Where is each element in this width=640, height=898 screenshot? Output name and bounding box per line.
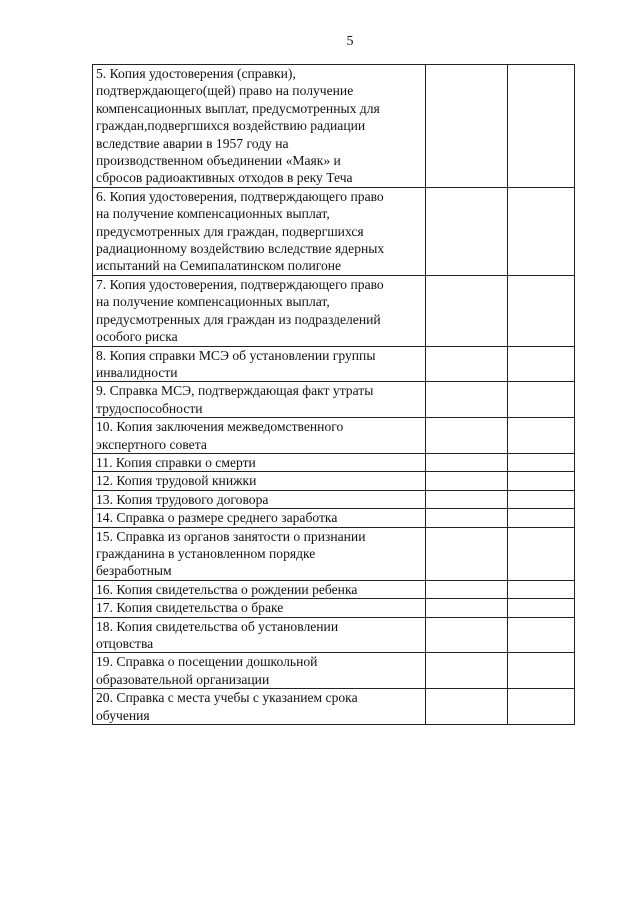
document-cell: 20. Справка с места учебы с указанием срока обучения [93, 689, 426, 725]
empty-cell [426, 490, 508, 508]
document-cell: 8. Копия справки МСЭ об установлении группы инвалидности [93, 346, 426, 382]
table-row [93, 490, 575, 508]
table-row [93, 509, 575, 527]
empty-cell [426, 527, 508, 580]
empty-cell [426, 453, 508, 471]
empty-cell [508, 653, 575, 689]
table-row [93, 275, 575, 346]
empty-cell [508, 509, 575, 527]
document-cell: 18. Копия свидетельства об установлении отцовства [93, 617, 426, 653]
document-cell: 7. Копия удостоверения, подтверждающего право на получение компенсационных выплат, предусмотренных для граждан из подразделений особого риска [93, 275, 426, 346]
table-row [93, 580, 575, 598]
empty-cell [508, 490, 575, 508]
empty-cell [426, 509, 508, 527]
table-row [93, 472, 575, 490]
empty-cell [508, 599, 575, 617]
empty-cell [508, 617, 575, 653]
empty-cell [426, 346, 508, 382]
document-cell: 12. Копия трудовой книжки [93, 472, 426, 490]
empty-cell [426, 418, 508, 454]
empty-cell [426, 382, 508, 418]
empty-cell [426, 275, 508, 346]
empty-cell [426, 65, 508, 188]
empty-cell [508, 527, 575, 580]
document-cell: 11. Копия справки о смерти [93, 453, 426, 471]
empty-cell [426, 653, 508, 689]
empty-cell [508, 187, 575, 275]
table-row [93, 599, 575, 617]
empty-cell [508, 65, 575, 188]
table-row [93, 689, 575, 725]
table-row [93, 65, 575, 188]
document-cell: 13. Копия трудового договора [93, 490, 426, 508]
document-cell: 6. Копия удостоверения, подтверждающего право на получение компенсационных выплат, предусмотренных для граждан, подвергшихся радиационному воздействию вследствие ядерных испытаний на Семипалатинском полигоне [93, 187, 426, 275]
table-row [93, 418, 575, 454]
document-cell: 19. Справка о посещении дошкольной образовательной организации [93, 653, 426, 689]
table-row [93, 527, 575, 580]
empty-cell [508, 453, 575, 471]
document-cell: 15. Справка из органов занятости о признании гражданина в установленном порядке безработным [93, 527, 426, 580]
document-cell: 14. Справка о размере среднего заработка [93, 509, 426, 527]
empty-cell [508, 472, 575, 490]
empty-cell [508, 382, 575, 418]
document-cell: 5. Копия удостоверения (справки), подтверждающего(щей) право на получение компенсационных выплат, предусмотренных для граждан,подвергшихся воздействию радиации вследствие аварии в 1957 году на производственном объединении «Маяк» и сбросов радиоактивных отходов в реку Теча [93, 65, 426, 188]
document-cell: 16. Копия свидетельства о рождении ребенка [93, 580, 426, 598]
empty-cell [426, 599, 508, 617]
table-row [93, 382, 575, 418]
document-cell: 10. Копия заключения межведомственного экспертного совета [93, 418, 426, 454]
empty-cell [426, 472, 508, 490]
table-row [93, 453, 575, 471]
empty-cell [426, 617, 508, 653]
empty-cell [508, 418, 575, 454]
page-number: 5 [346, 34, 354, 49]
table-row [93, 617, 575, 653]
empty-cell [426, 580, 508, 598]
empty-cell [508, 689, 575, 725]
document-cell: 9. Справка МСЭ, подтверждающая факт утраты трудоспособности [93, 382, 426, 418]
empty-cell [508, 580, 575, 598]
empty-cell [508, 346, 575, 382]
table-row [93, 653, 575, 689]
empty-cell [508, 275, 575, 346]
documents-table [92, 64, 575, 725]
document-cell: 17. Копия свидетельства о браке [93, 599, 426, 617]
empty-cell [426, 689, 508, 725]
table-row [93, 187, 575, 275]
table-row [93, 346, 575, 382]
empty-cell [426, 187, 508, 275]
